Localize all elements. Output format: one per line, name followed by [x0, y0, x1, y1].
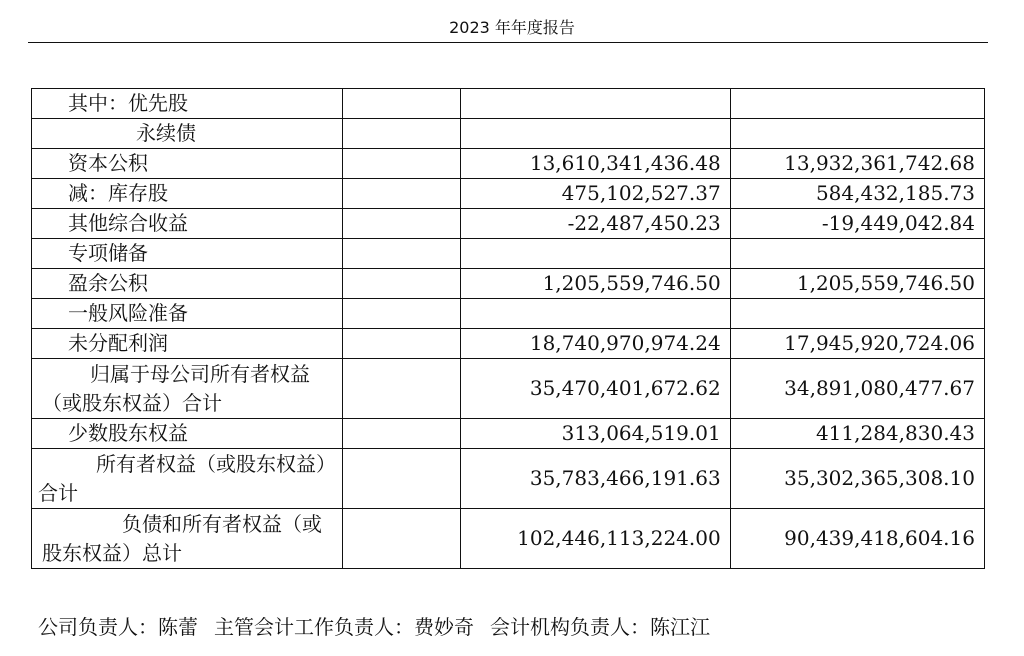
table-row [32, 239, 985, 269]
previous-period-value: 35,302,365,308.10 [730, 449, 984, 509]
row-label: 其他综合收益 [32, 209, 343, 239]
row-label: 专项储备 [32, 239, 343, 269]
current-period-value: 18,740,970,974.24 [461, 329, 730, 359]
note-cell [343, 449, 461, 509]
row-label: 资本公积 [32, 149, 343, 179]
note-cell [343, 119, 461, 149]
previous-period-value: 34,891,080,477.67 [730, 359, 984, 419]
previous-period-value [730, 299, 984, 329]
row-label: 未分配利润 [32, 329, 343, 359]
previous-period-value: 1,205,559,746.50 [730, 269, 984, 299]
current-period-value: -22,487,450.23 [461, 209, 730, 239]
row-label: 一般风险准备 [32, 299, 343, 329]
current-period-value: 1,205,559,746.50 [461, 269, 730, 299]
report-header-title: 2023 年年度报告 [449, 18, 575, 37]
current-period-value [461, 119, 730, 149]
table-row [32, 149, 985, 179]
row-label: 永续债 [32, 119, 343, 149]
note-cell [343, 179, 461, 209]
current-period-value: 102,446,113,224.00 [461, 509, 730, 569]
current-period-value [461, 89, 730, 119]
row-label: 少数股东权益 [32, 419, 343, 449]
accounting-head-signature: 主管会计工作负责人：费妙奇 [214, 615, 474, 639]
row-label: 盈余公积 [32, 269, 343, 299]
table-row [32, 359, 985, 419]
previous-period-value: 90,439,418,604.16 [730, 509, 984, 569]
balance-sheet-equity-table [31, 88, 985, 569]
row-label: 归属于母公司所有者权益（或股东权益）合计 [32, 359, 343, 419]
current-period-value [461, 239, 730, 269]
current-period-value: 35,783,466,191.63 [461, 449, 730, 509]
current-period-value: 35,470,401,672.62 [461, 359, 730, 419]
table-row [32, 329, 985, 359]
note-cell [343, 269, 461, 299]
table-row [32, 419, 985, 449]
previous-period-value: 17,945,920,724.06 [730, 329, 984, 359]
previous-period-value [730, 119, 984, 149]
note-cell [343, 419, 461, 449]
current-period-value [461, 299, 730, 329]
table-row [32, 509, 985, 569]
note-cell [343, 329, 461, 359]
note-cell [343, 89, 461, 119]
row-label: 负债和所有者权益（或股东权益）总计 [32, 509, 343, 569]
note-cell [343, 299, 461, 329]
row-label: 所有者权益（或股东权益）合计 [32, 449, 343, 509]
note-cell [343, 149, 461, 179]
accounting-dept-head-signature: 会计机构负责人：陈江江 [490, 615, 710, 639]
previous-period-value [730, 239, 984, 269]
note-cell [343, 239, 461, 269]
header-divider [28, 42, 988, 43]
table-row [32, 449, 985, 509]
row-label: 其中：优先股 [32, 89, 343, 119]
note-cell [343, 359, 461, 419]
table-row [32, 119, 985, 149]
previous-period-value: 13,932,361,742.68 [730, 149, 984, 179]
table-row [32, 209, 985, 239]
previous-period-value: 411,284,830.43 [730, 419, 984, 449]
current-period-value: 13,610,341,436.48 [461, 149, 730, 179]
table-row [32, 269, 985, 299]
row-label: 减：库存股 [32, 179, 343, 209]
note-cell [343, 509, 461, 569]
company-head-signature: 公司负责人：陈蕾 [38, 615, 198, 639]
table-row [32, 89, 985, 119]
table-row [32, 179, 985, 209]
current-period-value: 475,102,527.37 [461, 179, 730, 209]
previous-period-value [730, 89, 984, 119]
note-cell [343, 209, 461, 239]
previous-period-value: -19,449,042.84 [730, 209, 984, 239]
signature-footer [38, 612, 726, 642]
previous-period-value: 584,432,185.73 [730, 179, 984, 209]
table-row [32, 299, 985, 329]
current-period-value: 313,064,519.01 [461, 419, 730, 449]
